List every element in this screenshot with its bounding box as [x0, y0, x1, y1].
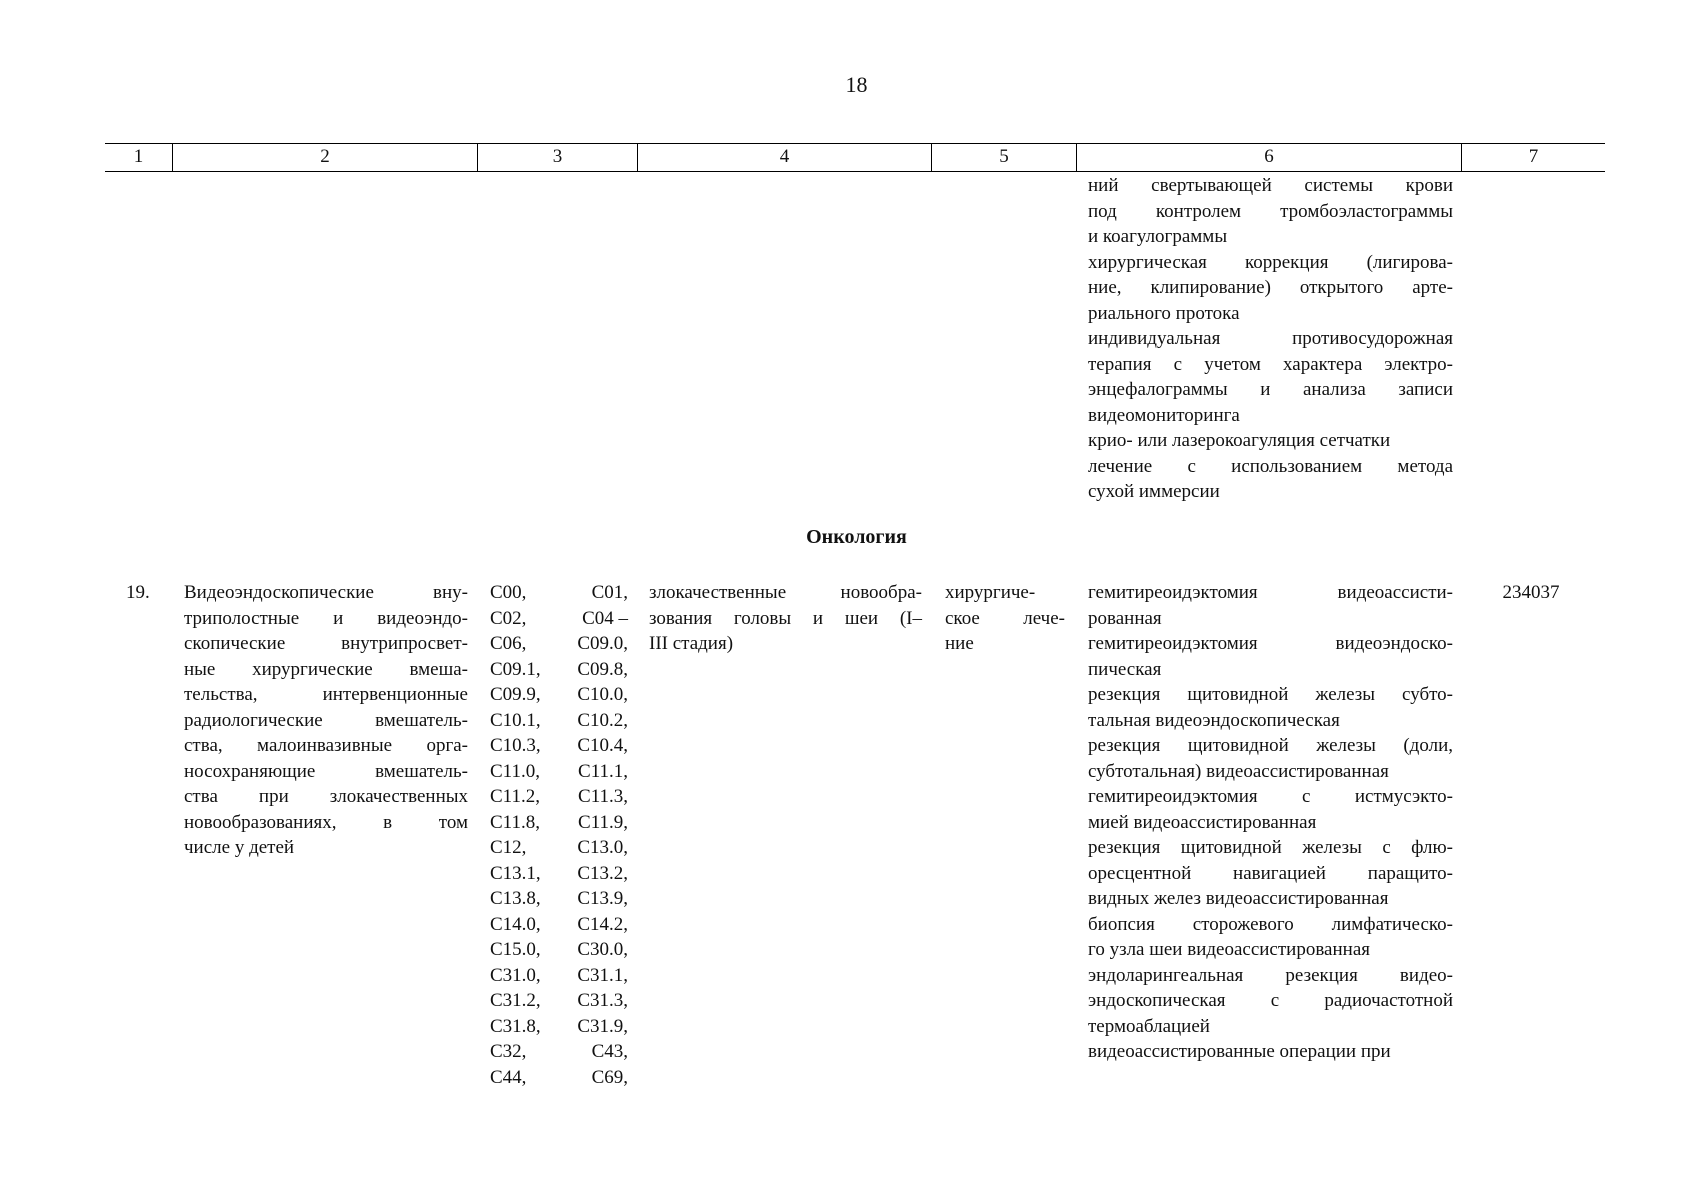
icd-code-line	[490, 861, 628, 887]
page-number: 18	[845, 72, 868, 97]
cost-value: 234037	[1502, 582, 1560, 603]
icd-code-line	[490, 759, 628, 785]
text-line: гемитиреоидэктомия с истмусэкто-	[1088, 786, 1453, 807]
icd-codes-cell	[490, 580, 628, 1090]
icd-code-line	[490, 784, 628, 810]
text-line: ства при злокачественных	[184, 786, 468, 807]
text-line: риального протока	[1088, 302, 1240, 324]
text-line: крио- или лазерокоагуляция сетчатки	[1088, 430, 1391, 451]
intervention-group-cell	[184, 580, 468, 861]
text-line: резекция щитовидной железы (доли,	[1088, 735, 1453, 756]
text-line: злокачественные новообра-	[649, 582, 922, 603]
text-line: мией видеоассистированная	[1088, 811, 1317, 833]
column-header-6: 6	[1076, 144, 1461, 171]
text-line: ское лече-	[945, 607, 1065, 629]
icd-code: C12,	[490, 837, 527, 858]
icd-code: C10.4,	[577, 735, 628, 756]
text-line: ние, клипирование) открытого арте-	[1088, 277, 1453, 298]
text-line: го узла шеи видеоассистированная	[1088, 939, 1370, 960]
icd-code: C13.8,	[490, 888, 541, 909]
icd-code-line	[490, 988, 628, 1014]
icd-code-line	[490, 631, 628, 657]
text-line: индивидуальная противосудорожная	[1088, 328, 1453, 349]
text-line: термоаблацией	[1088, 1015, 1210, 1037]
diagnosis-cell	[649, 580, 922, 657]
text-line: скопические внутрипросвет-	[184, 633, 468, 654]
intervention-group-text	[184, 580, 468, 861]
icd-code-line	[490, 1014, 628, 1040]
column-header-7: 7	[1461, 144, 1605, 171]
treatment-methods-list	[1088, 580, 1453, 1065]
icd-code-line	[490, 912, 628, 938]
treatment-type-text	[945, 580, 1065, 657]
icd-code-line	[490, 580, 628, 606]
text-line: III стадия)	[649, 633, 734, 654]
column-header-4: 4	[637, 144, 931, 171]
continued-methods-cell	[1088, 173, 1453, 505]
text-line: хирургиче-	[945, 582, 1036, 603]
icd-code: C02,	[490, 607, 527, 629]
text-line: радиологические вмешатель-	[184, 709, 468, 731]
icd-code: C10.3,	[490, 735, 541, 756]
icd-code-line	[490, 835, 628, 861]
icd-code: C10.2,	[577, 709, 628, 731]
text-line: Видеоэндоскопические вну-	[184, 582, 468, 603]
continued-methods-list	[1088, 173, 1453, 505]
text-line: субтотальная) видеоассистированная	[1088, 760, 1389, 782]
icd-code: C43,	[591, 1041, 628, 1062]
icd-code: C69,	[591, 1066, 628, 1088]
text-line: и коагулограммы	[1088, 226, 1228, 247]
icd-code: C04 –	[582, 607, 628, 629]
text-line: ные хирургические вмеша-	[184, 658, 468, 680]
diagnosis-text	[649, 580, 922, 657]
text-line: сухой иммерсии	[1088, 481, 1220, 502]
icd-code: C11.0,	[490, 760, 540, 782]
table-header-row	[105, 143, 1605, 172]
icd-code-line	[490, 937, 628, 963]
icd-code: C13.2,	[577, 862, 628, 884]
icd-code: C14.2,	[577, 913, 628, 935]
icd-code-line	[490, 708, 628, 734]
text-line: ства, малоинвазивные орга-	[184, 735, 468, 756]
column-header-2: 2	[172, 144, 477, 171]
text-line: ние	[945, 633, 974, 654]
text-line: резекция щитовидной железы субто-	[1088, 684, 1453, 705]
text-line: под контролем тромбоэластограммы	[1088, 200, 1453, 222]
text-line: ний свертывающей системы крови	[1088, 175, 1453, 196]
icd-code: C10.1,	[490, 709, 541, 731]
icd-code-line	[490, 1039, 628, 1065]
icd-code: C31.8,	[490, 1015, 541, 1037]
text-line: оресцентной навигацией паращито-	[1088, 862, 1453, 884]
text-line: эндоскопическая с радиочастотной	[1088, 990, 1453, 1011]
text-line: терапия с учетом характера электро-	[1088, 353, 1453, 375]
text-line: видеомониторинга	[1088, 404, 1240, 426]
row-number: 19.	[126, 582, 150, 603]
text-line: эндоларингеальная резекция видео-	[1088, 964, 1453, 986]
text-line: зования головы и шеи (I–	[649, 607, 922, 629]
text-line: пическая	[1088, 658, 1162, 680]
text-line: видных желез видеоассистированная	[1088, 888, 1389, 909]
section-title: Онкология	[806, 526, 907, 548]
treatment-type-cell	[945, 580, 1065, 657]
treatment-methods-cell	[1088, 580, 1453, 1065]
column-header-1: 1	[133, 146, 144, 167]
text-line: гемитиреоидэктомия видеоэндоско-	[1088, 633, 1453, 654]
icd-code: C13.0,	[577, 837, 628, 858]
icd-code: C09.0,	[577, 633, 628, 654]
icd-code: C11.2,	[490, 786, 540, 807]
icd-code: C44,	[490, 1066, 527, 1088]
icd-code: C13.1,	[490, 862, 541, 884]
icd-code: C13.9,	[577, 888, 628, 909]
text-line: тельства, интервенционные	[184, 684, 468, 705]
icd-code: C11.1,	[578, 760, 628, 782]
icd-code: C30.0,	[577, 939, 628, 960]
icd-code: C15.0,	[490, 939, 541, 960]
icd-code: C31.1,	[577, 964, 628, 986]
text-line: триполостные и видеоэндо-	[184, 607, 468, 629]
icd-code-line	[490, 810, 628, 836]
icd-code-line	[490, 657, 628, 683]
icd-code-line	[490, 682, 628, 708]
icd-code-line	[490, 733, 628, 759]
icd-code: C31.9,	[577, 1015, 628, 1037]
icd-code: C09.8,	[577, 658, 628, 680]
text-line: носохраняющие вмешатель-	[184, 760, 468, 782]
icd-code: C01,	[591, 582, 628, 603]
icd-code: C09.1,	[490, 658, 541, 680]
icd-code: C00,	[490, 582, 527, 603]
icd-code: C11.9,	[578, 811, 628, 833]
icd-code: C11.8,	[490, 811, 540, 833]
text-line: новообразованиях, в том	[184, 811, 468, 833]
icd-code: C10.0,	[577, 684, 628, 705]
icd-code-line	[490, 886, 628, 912]
icd-code-line	[490, 606, 628, 632]
icd-code: C31.3,	[577, 990, 628, 1011]
icd-code: C11.3,	[578, 786, 628, 807]
text-line: числе у детей	[184, 837, 295, 858]
text-line: лечение с использованием метода	[1088, 455, 1453, 477]
column-header-3: 3	[477, 144, 637, 171]
icd-code-line	[490, 963, 628, 989]
icd-code: C31.0,	[490, 964, 541, 986]
text-line: хирургическая коррекция (лигирова-	[1088, 251, 1453, 273]
icd-code: C09.9,	[490, 684, 541, 705]
icd-code: C31.2,	[490, 990, 541, 1011]
text-line: видеоассистированные операции при	[1088, 1041, 1391, 1062]
icd-code: C06,	[490, 633, 527, 654]
text-line: энцефалограммы и анализа записи	[1088, 379, 1453, 400]
icd-code: C14.0,	[490, 913, 541, 935]
icd-codes-list	[490, 580, 628, 1090]
column-header-5: 5	[931, 144, 1076, 171]
text-line: биопсия сторожевого лимфатическо-	[1088, 913, 1453, 935]
text-line: тальная видеоэндоскопическая	[1088, 709, 1340, 731]
icd-code: C32,	[490, 1041, 527, 1062]
icd-code-line	[490, 1065, 628, 1091]
text-line: рованная	[1088, 607, 1162, 629]
text-line: резекция щитовидной железы с флю-	[1088, 837, 1453, 858]
text-line: гемитиреоидэктомия видеоассисти-	[1088, 582, 1453, 603]
